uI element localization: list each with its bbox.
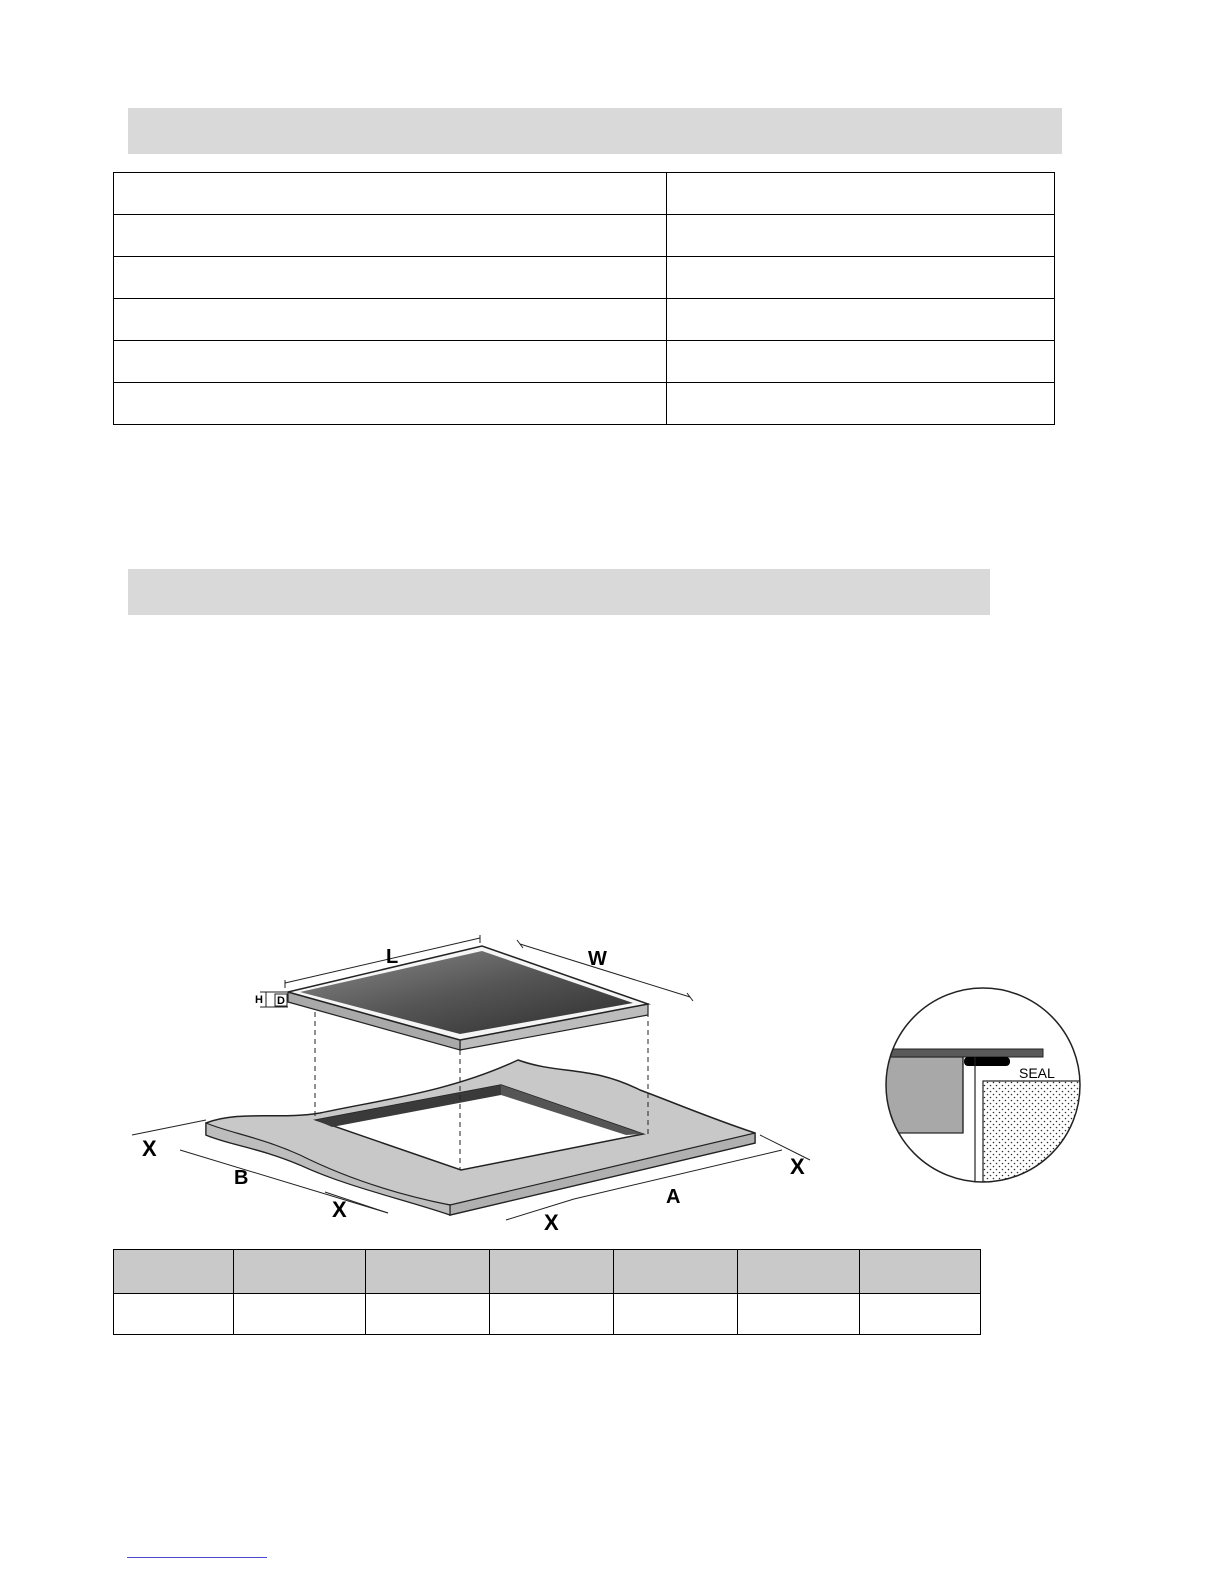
table-row <box>114 1294 981 1335</box>
dim-label-b: B <box>234 1167 249 1189</box>
table-cell <box>667 341 1055 383</box>
table-row <box>114 215 1055 257</box>
table-cell <box>114 341 667 383</box>
table-cell <box>614 1294 738 1335</box>
table-cell <box>667 215 1055 257</box>
table-cell <box>667 383 1055 425</box>
dim-label-h: H <box>255 994 263 1006</box>
dim-label-x: X <box>142 1136 157 1161</box>
table-cell <box>114 215 667 257</box>
table-cell <box>114 173 667 215</box>
table-cell <box>490 1294 614 1335</box>
dim-label-w: W <box>588 948 607 970</box>
seal-label: SEAL <box>1019 1065 1055 1081</box>
table-row <box>114 257 1055 299</box>
table-row <box>114 341 1055 383</box>
dim-label-l: L <box>386 946 399 968</box>
table-cell <box>234 1294 366 1335</box>
seal-detail-diagram <box>878 985 1098 1190</box>
table-cell <box>860 1294 981 1335</box>
table-cell <box>738 1294 860 1335</box>
table-header-cell <box>738 1250 860 1294</box>
dim-label-x: X <box>332 1197 347 1222</box>
table-header-cell <box>490 1250 614 1294</box>
table-cell <box>667 173 1055 215</box>
dim-label-d: D <box>277 995 285 1007</box>
table-row <box>114 383 1055 425</box>
table-header-cell <box>860 1250 981 1294</box>
table-header-cell <box>614 1250 738 1294</box>
dimension-table <box>113 1249 981 1335</box>
section-header-bar <box>128 108 1062 154</box>
table-cell <box>114 257 667 299</box>
footnote-rule <box>127 1557 267 1558</box>
table-cell <box>114 299 667 341</box>
dim-label-x: X <box>790 1154 805 1179</box>
table-cell <box>667 299 1055 341</box>
table-header-row <box>114 1250 981 1294</box>
table-cell <box>366 1294 490 1335</box>
installation-diagram <box>120 930 840 1240</box>
table-header-cell <box>234 1250 366 1294</box>
table-cell <box>114 1294 234 1335</box>
table-row <box>114 299 1055 341</box>
table-cell <box>667 257 1055 299</box>
spec-table <box>113 172 1055 425</box>
section-header-bar <box>128 569 990 615</box>
dim-label-a: A <box>666 1186 681 1208</box>
table-header-cell <box>114 1250 234 1294</box>
table-row <box>114 173 1055 215</box>
table-header-cell <box>366 1250 490 1294</box>
dim-label-x: X <box>544 1210 559 1235</box>
table-cell <box>114 383 667 425</box>
